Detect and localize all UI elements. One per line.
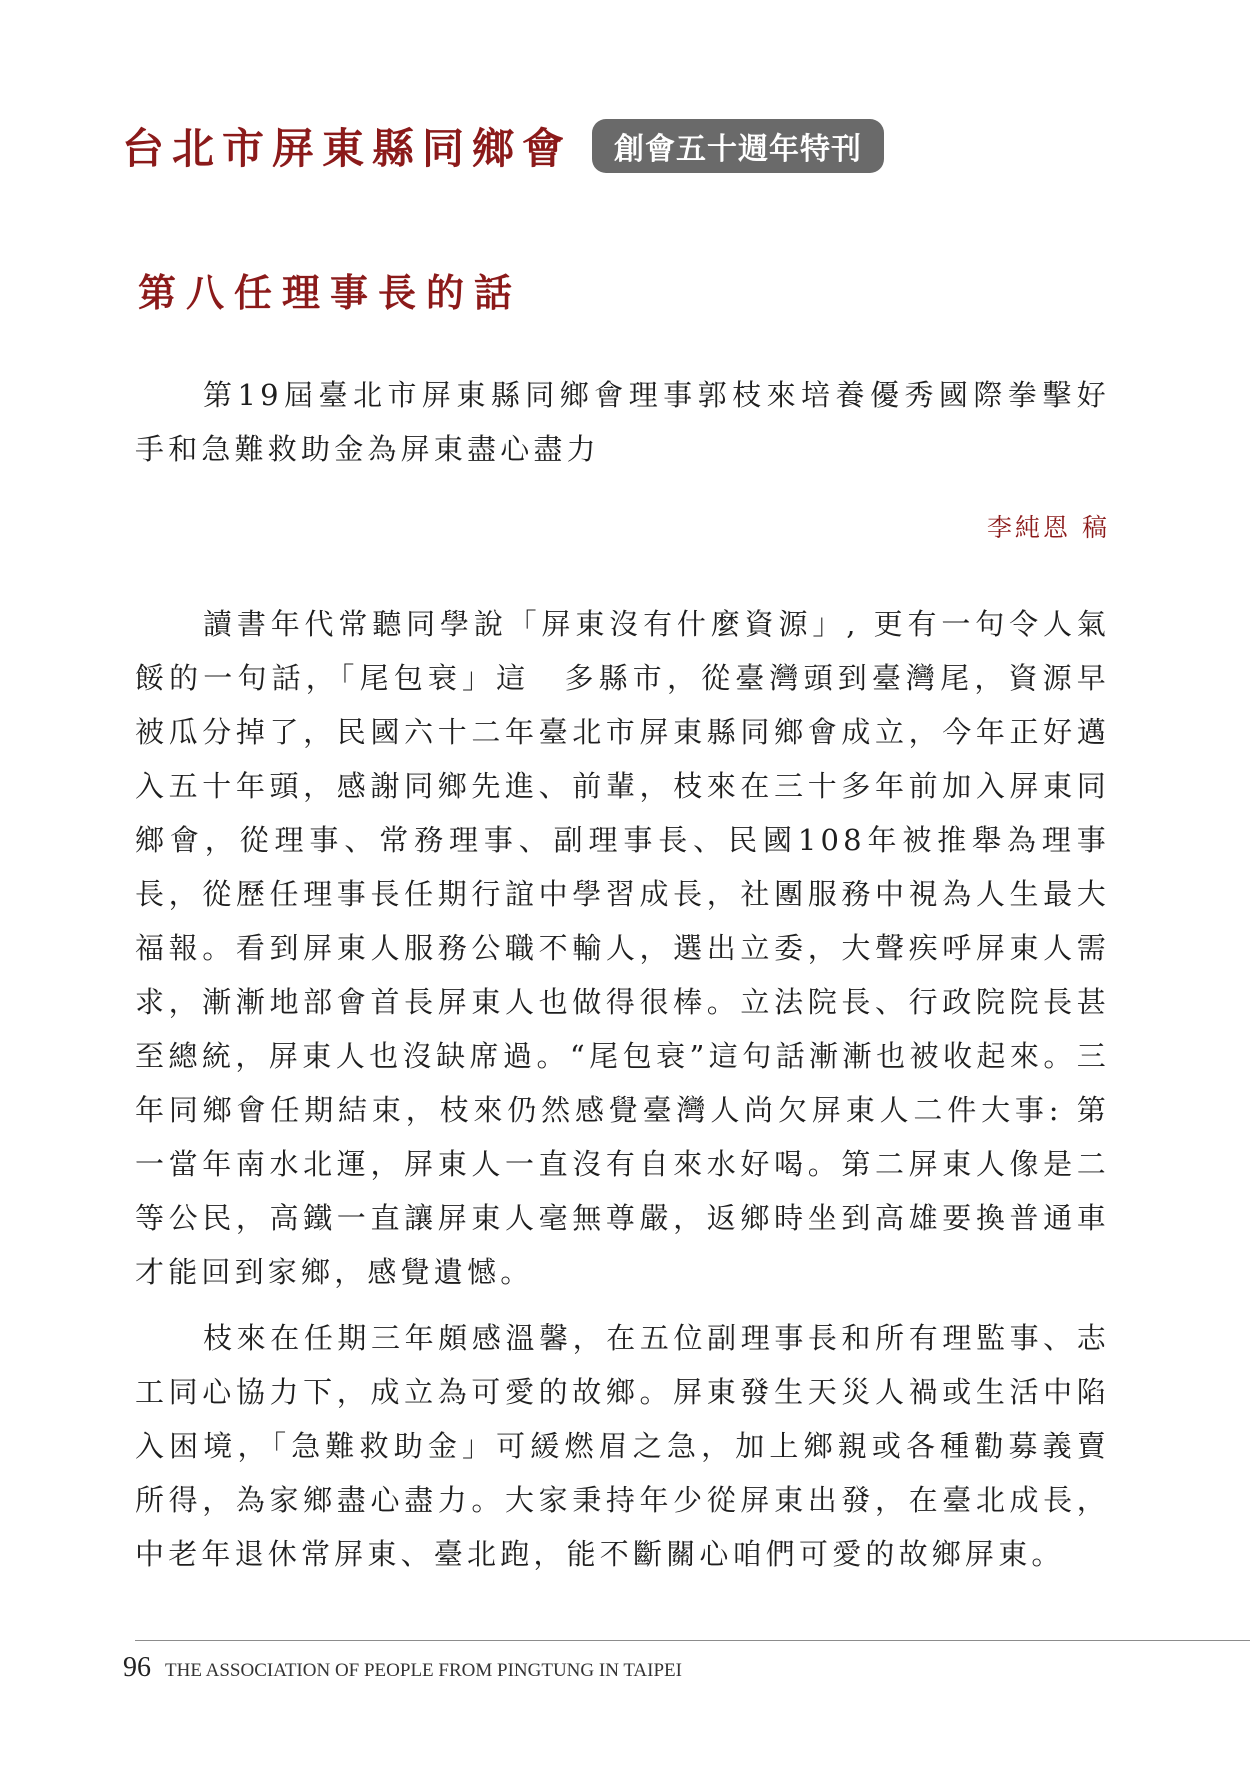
article-body [135,597,1110,1593]
body-paragraph-1: 讀書年代常聽同學說「屏東沒有什麼資源」, 更有一句令人氣餒的一句話，「尾包衰」這 多縣市，從臺灣頭到臺灣尾，資源早被瓜分掉了，民國六十二年臺北市屏東縣同鄉會成立，今年正好邁入五十年頭，感謝同鄉先進、前輩，枝來在三十多年前加入屏東同鄉會，從理事、常務理事、副理事長、民國108年被推舉為理事長，從歷任理事長任期行誼中學習成長，社團服務中視為人生最大福報。看到屏東人服務公職不輸人，選出立委，大聲疾呼屏東人需求，漸漸地部會首長屏東人也做得很棒。立法院長、行政院院長甚至總統，屏東人也沒缺席過。“尾包衰”這句話漸漸也被收起來。三年同鄉會任期結束，枝來仍然感覺臺灣人尚欠屏東人二件大事: 第一當年南水北運，屏東人一直沒有自來水好喝。第二屏東人像是二等公民，高鐵一直讓屏東人毫無尊嚴，返鄉時坐到高雄要換普通車才能回到家鄉，感覺遺憾。 [135,607,1110,1289]
article-title: 第八任理事長的話 [138,270,523,315]
publication-name: THE ASSOCIATION OF PEOPLE FROM PINGTUNG IN TAIPEI [165,1660,682,1681]
page-footer [123,1652,682,1684]
association-name: 台北市屏東縣同鄉會 [122,124,573,173]
anniversary-badge: 創會五十週年特刊 [592,119,884,173]
article-subtitle: 第19屆臺北市屏東縣同鄉會理事郭枝來培養優秀國際拳擊好手和急難救助金為屏東盡心盡力 [135,378,1110,466]
page-header [122,118,884,174]
body-paragraph-2: 枝來在任期三年頗感溫馨，在五位副理事長和所有理監事、志工同心協力下，成立為可愛的故鄉。屏東發生天災人禍或生活中陷入困境，「急難救助金」可緩燃眉之急，加上鄉親或各種勸募義賣所得，為家鄉盡心盡力。大家秉持年少從屏東出發，在臺北成長，中老年退休常屏東、臺北跑，能不斷關心咱們可愛的故鄉屏東。 [135,1321,1110,1571]
author-byline: 李純恩 稿 [987,513,1110,542]
page-number: 96 [123,1652,151,1683]
footer-divider [135,1640,1250,1641]
